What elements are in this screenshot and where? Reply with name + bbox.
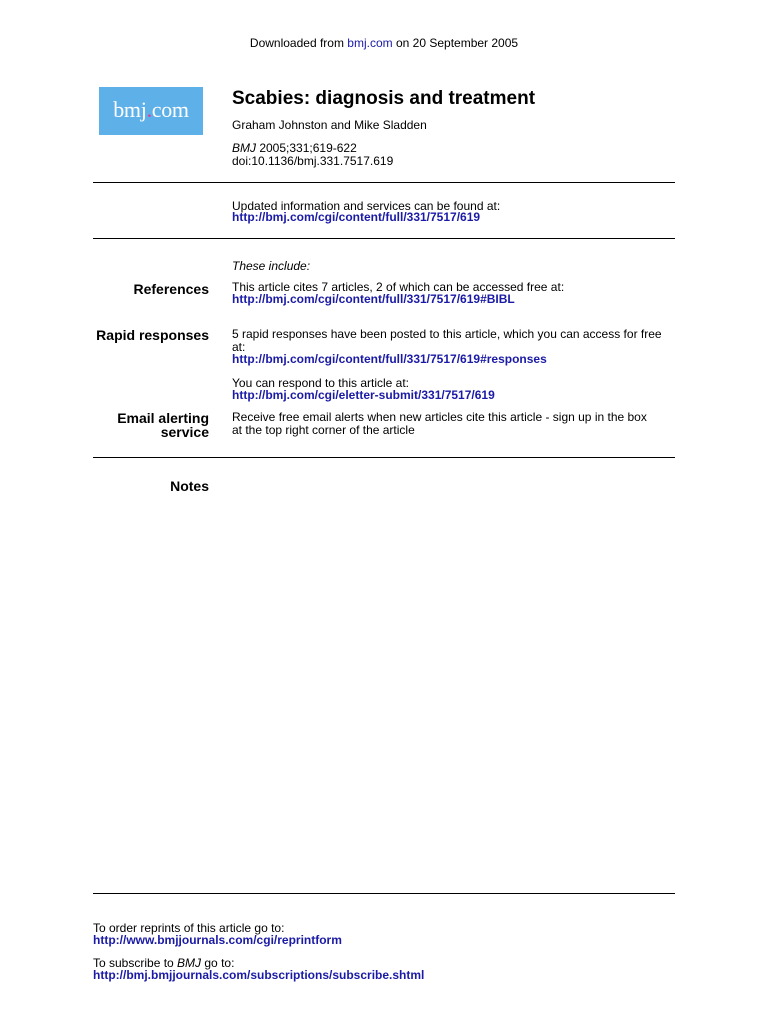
download-notice	[0, 36, 768, 50]
email-alerting-label: Email alerting service	[117, 410, 209, 440]
rapid-responses-label: Rapid responses	[96, 327, 209, 343]
subscribe-link[interactable]: http://bmj.bmjjournals.com/subscriptions/subscribe.shtml	[93, 968, 425, 982]
divider	[93, 457, 675, 458]
download-suffix: on 20 September 2005	[392, 36, 519, 50]
divider	[93, 182, 675, 183]
journal-name: BMJ	[232, 141, 256, 155]
references-label: References	[133, 281, 209, 297]
respond-link[interactable]: http://bmj.com/cgi/eletter-submit/331/7517/619	[232, 388, 495, 402]
article-title: Scabies: diagnosis and treatment	[232, 88, 536, 109]
references-link[interactable]: http://bmj.com/cgi/content/full/331/7517/619#BIBL	[232, 292, 515, 306]
article-authors: Graham Johnston and Mike Sladden	[232, 118, 427, 132]
reprint-text: To order reprints of this article go to:	[93, 921, 285, 935]
rapid-responses-text: 5 rapid responses have been posted to this article, which you can access for free at:	[232, 327, 662, 354]
bmj-logo-text: bmj.com	[113, 97, 189, 122]
these-include-label: These include:	[232, 259, 311, 273]
respond-text: You can respond to this article at:	[232, 376, 409, 390]
references-text: This article cites 7 articles, 2 of which can be accessed free at:	[232, 280, 565, 294]
article-doi: doi:10.1136/bmj.331.7517.619	[232, 154, 394, 168]
article-citation	[232, 142, 393, 168]
updated-info-text: Updated information and services can be found at:	[232, 199, 501, 213]
divider	[93, 238, 675, 239]
divider	[93, 893, 675, 894]
rapid-responses-link[interactable]: http://bmj.com/cgi/content/full/331/7517/619#responses	[232, 352, 547, 366]
email-alerting-text: Receive free email alerts when new articles cite this article - sign up in the box at the top right corner of the article	[232, 410, 647, 437]
download-prefix: Downloaded from	[249, 36, 348, 50]
updated-info-link[interactable]: http://bmj.com/cgi/content/full/331/7517/619	[232, 210, 481, 224]
journal-volume: 2005;331;619-622	[256, 141, 357, 155]
reprint-link[interactable]: http://www.bmjjournals.com/cgi/reprintform	[93, 933, 342, 947]
bmj-logo[interactable]	[99, 87, 203, 135]
site-link[interactable]: bmj.com	[347, 36, 393, 50]
notes-label: Notes	[170, 478, 209, 494]
subscribe-text: To subscribe to BMJ go to:	[93, 956, 235, 970]
